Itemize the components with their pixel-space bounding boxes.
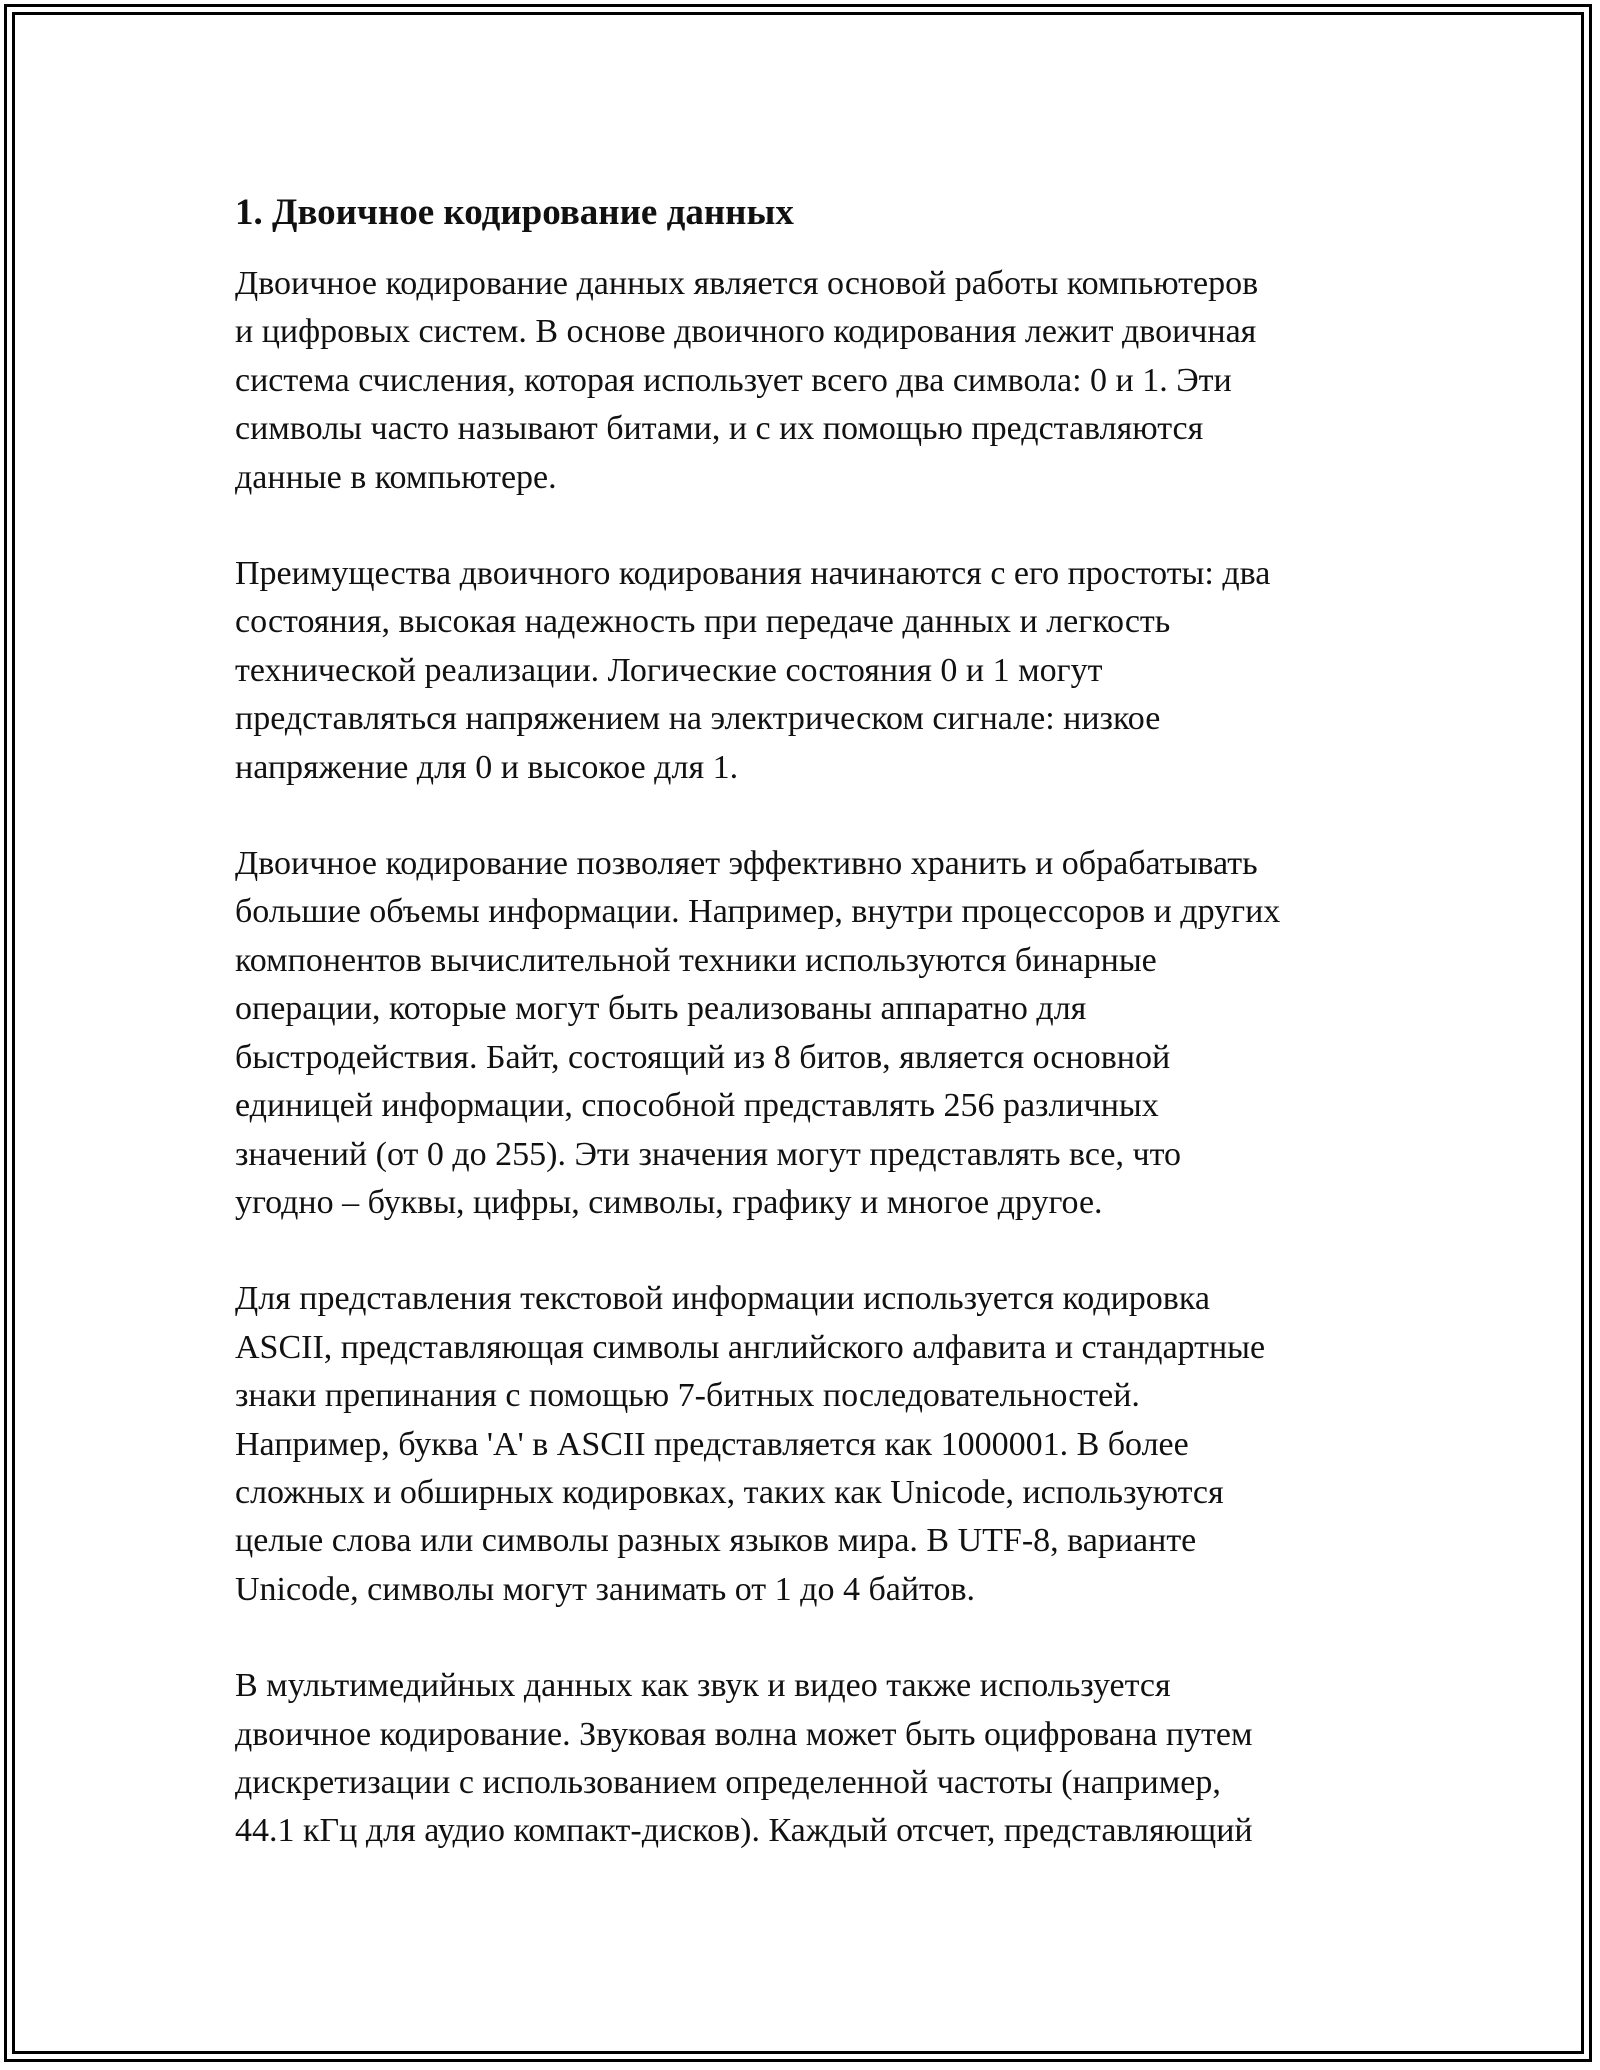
paragraph-line: операции, которые могут быть реализованы аппаратно для — [235, 990, 1087, 1028]
paragraph-line: Двоичное кодирование позволяет эффективно хранить и обрабатывать — [235, 845, 1258, 883]
paragraph-line: система счисления, которая использует всего два символа: 0 и 1. Эти — [235, 361, 1232, 399]
paragraph-line: Например, буква 'A' в ASCII представляется как 1000001. В более — [235, 1425, 1189, 1463]
paragraph-line: 44.1 кГц для аудио компакт-дисков). Каждый отсчет, представляющий — [235, 1812, 1253, 1850]
paragraph-line: знаки препинания с помощью 7-битных последовательностей. — [235, 1377, 1140, 1415]
paragraph-line: компонентов вычислительной техники используются бинарные — [235, 941, 1157, 979]
paragraph-line: символы часто называют битами, и с их помощью представляются — [235, 410, 1204, 448]
paragraph-line: Для представления текстовой информации используется кодировка — [235, 1280, 1210, 1318]
paragraph-line: напряжение для 0 и высокое для 1. — [235, 748, 739, 786]
paragraph-line: Преимущества двоичного кодирования начинаются с его простоты: два — [235, 555, 1271, 593]
paragraph-line: большие объемы информации. Например, внутри процессоров и других — [235, 893, 1281, 931]
paragraph-line: данные в компьютере. — [235, 458, 557, 496]
paragraph-line: и цифровых систем. В основе двоичного кодирования лежит двоичная — [235, 313, 1257, 351]
paragraph-line: быстродействия. Байт, состоящий из 8 битов, является основной — [235, 1038, 1171, 1076]
paragraph-line: В мультимедийных данных как звук и видео также используется — [235, 1667, 1171, 1705]
paragraph-line: сложных и обширных кодировках, таких как Unicode, используются — [235, 1473, 1224, 1511]
paragraph-line: значений (от 0 до 255). Эти значения могут представлять все, что — [235, 1135, 1182, 1173]
paragraph-line: технической реализации. Логические состояния 0 и 1 могут — [235, 651, 1103, 689]
paragraph-line: двоичное кодирование. Звуковая волна может быть оцифрована путем — [235, 1715, 1253, 1753]
paragraph-line: состояния, высокая надежность при передаче данных и легкость — [235, 603, 1171, 641]
paragraph-line: Двоичное кодирование данных является основой работы компьютеров — [235, 265, 1259, 302]
paragraph-line: целые слова или символы разных языков мира. В UTF-8, варианте — [235, 1522, 1197, 1560]
paragraph-line: Unicode, символы могут занимать от 1 до 4 байтов. — [235, 1570, 976, 1608]
paragraph-line: ASCII, представляющая символы английского алфавита и стандартные — [235, 1328, 1266, 1366]
paragraph-line: представляться напряжением на электрическом сигнале: низкое — [235, 700, 1161, 738]
paragraph — [235, 1662, 1375, 1856]
section-heading: 1. Двоичное кодирование данных — [235, 192, 794, 233]
paragraph — [235, 260, 1375, 502]
paragraph-line: дискретизации с использованием определенной частоты (например, — [235, 1763, 1221, 1801]
document-body — [235, 186, 1375, 1904]
paragraph — [235, 840, 1375, 1227]
paragraph-line: угодно – буквы, цифры, символы, графику и многое другое. — [235, 1183, 1103, 1221]
paragraph — [235, 550, 1375, 792]
paragraph — [235, 1275, 1375, 1614]
paragraph-line: единицей информации, способной представлять 256 различных — [235, 1087, 1159, 1125]
